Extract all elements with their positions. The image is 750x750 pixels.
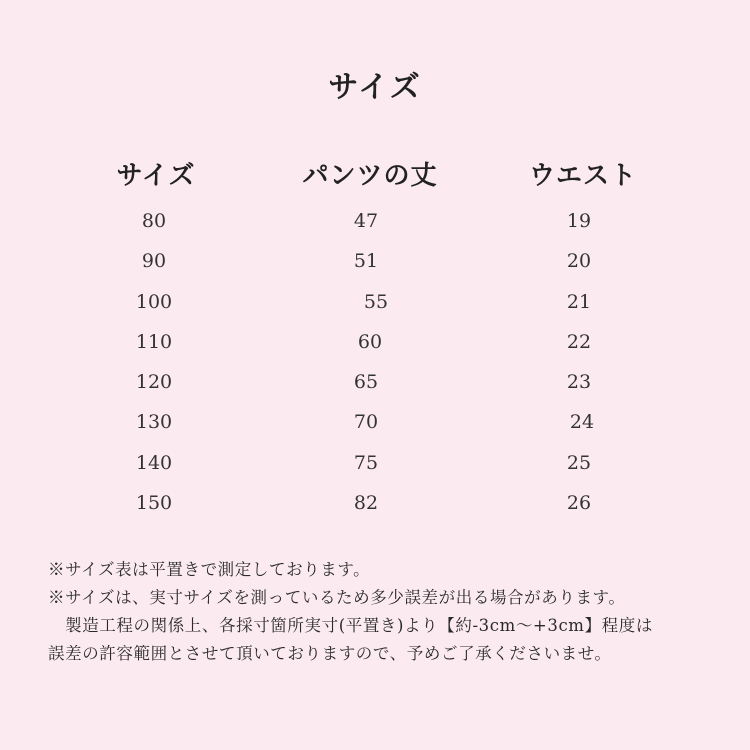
cell-waist: 25 bbox=[566, 451, 592, 474]
cell-waist: 20 bbox=[566, 250, 592, 273]
cell-waist: 23 bbox=[566, 371, 592, 394]
cell-size: 140 bbox=[135, 451, 173, 474]
cell-waist: 22 bbox=[566, 330, 592, 353]
cell-pants-length: 82 bbox=[353, 492, 379, 515]
table-body bbox=[0, 204, 750, 526]
cell-pants-length: 55 bbox=[363, 290, 389, 313]
notes bbox=[48, 556, 728, 668]
cell-pants-length: 65 bbox=[353, 371, 379, 394]
page-title: サイズ bbox=[328, 70, 422, 105]
cell-size: 130 bbox=[135, 411, 173, 434]
cell-pants-length: 47 bbox=[353, 210, 379, 232]
column-header-pants-length: パンツの丈 bbox=[302, 161, 438, 191]
table-row bbox=[0, 446, 750, 486]
cell-size: 90 bbox=[141, 250, 167, 273]
table-row bbox=[0, 325, 750, 365]
table-row bbox=[0, 285, 750, 325]
note-tolerance: ※サイズは、実寸サイズを測っているため多少誤差が出る場合があります。 bbox=[48, 588, 626, 607]
cell-size: 110 bbox=[135, 330, 173, 353]
note-measurement: ※サイズ表は平置きで測定しております。 bbox=[48, 560, 371, 579]
cell-size: 120 bbox=[135, 371, 173, 394]
table-row bbox=[0, 365, 750, 405]
cell-waist: 24 bbox=[569, 411, 595, 434]
cell-waist: 26 bbox=[566, 492, 592, 515]
cell-size: 150 bbox=[135, 492, 173, 515]
cell-size: 100 bbox=[135, 290, 173, 313]
column-header-size: サイズ bbox=[116, 161, 196, 191]
column-header-waist: ウエスト bbox=[528, 161, 637, 191]
table-row bbox=[0, 486, 750, 526]
cell-pants-length: 70 bbox=[353, 411, 379, 434]
table-row bbox=[0, 204, 750, 244]
table-row bbox=[0, 244, 750, 284]
cell-size: 80 bbox=[141, 210, 167, 232]
cell-waist: 19 bbox=[566, 210, 592, 232]
table-row bbox=[0, 405, 750, 445]
cell-pants-length: 75 bbox=[353, 451, 379, 474]
cell-waist: 21 bbox=[566, 290, 592, 313]
cell-pants-length: 60 bbox=[357, 330, 383, 353]
note-manufacturing: 製造工程の関係上、各採寸箇所実寸(平置き)より【約-3cm〜+3cm】程度は bbox=[48, 616, 653, 635]
note-acknowledgement: 誤差の許容範囲とさせて頂いておりますので、予めご了承くださいませ。 bbox=[48, 644, 612, 663]
cell-pants-length: 51 bbox=[353, 250, 379, 273]
